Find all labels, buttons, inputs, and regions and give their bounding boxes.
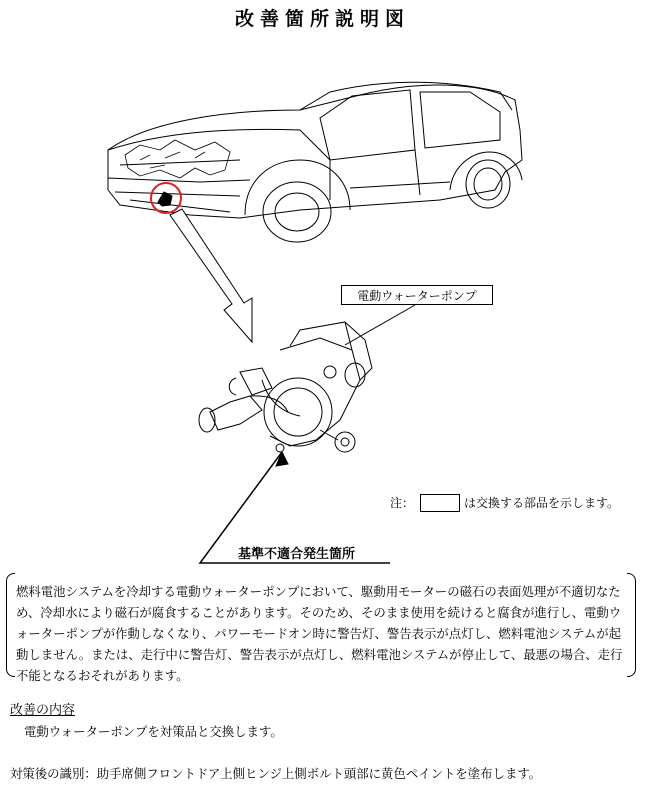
description-text: 燃料電池システムを冷却する電動ウォーターポンプにおいて、駆動用モーターの磁石の表面処理が不適切なため、冷却水により磁石が腐食することがあります。そのため、そのまま使用を続けると腐食が進行し、電動ウォーターポンプが作動しなくなり、パワーモードオン時に警告灯、警告表示が点灯し、燃料電池システムが起動しません。または、走行中に警告灯、警告表示が点灯し、燃料電池システムが停止して、最悪の場合、走行不能となるおそれがあります。 — [16, 584, 623, 683]
note-prefix: 注： — [390, 496, 415, 510]
identification-text: 対策後の識別：助手席側フロントドア上側ヒンジ上側ボルト頭部に黄色ペイントを塗布します。 — [10, 766, 542, 781]
car-drawing — [108, 82, 522, 242]
description-box — [6, 573, 636, 683]
zoom-arrow — [170, 209, 252, 342]
legend-box — [420, 494, 460, 512]
nonconformity-label: 基準不適合発生箇所 — [238, 547, 356, 562]
part-label-leader — [345, 305, 415, 345]
improvement-text: 電動ウォーターポンプを対策品と交換します。 — [24, 724, 283, 739]
water-pump-drawing — [199, 322, 372, 452]
note-suffix: は交換する部品を示します。 — [464, 496, 620, 510]
improvement-heading: 改善の内容 — [10, 703, 76, 718]
part-callout-label: 電動ウォーターポンプ — [341, 285, 493, 305]
bracket-left — [6, 573, 15, 677]
page-title: 改善箇所説明図 — [234, 8, 410, 30]
replacement-note — [390, 493, 619, 513]
